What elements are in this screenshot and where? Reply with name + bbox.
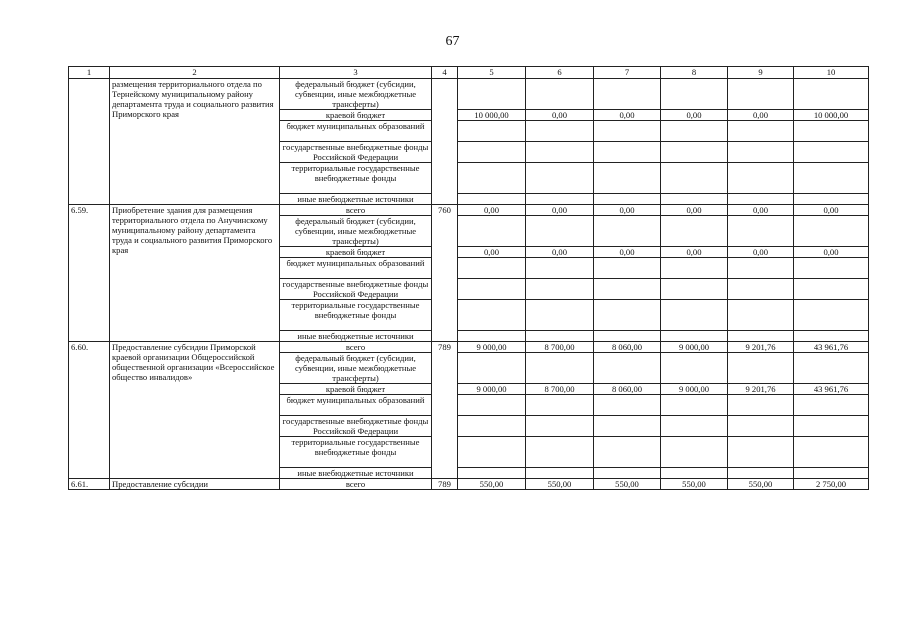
amount-cell	[661, 395, 728, 416]
header-cell: 7	[594, 67, 661, 79]
amount-cell	[526, 395, 594, 416]
header-cell: 3	[280, 67, 432, 79]
item-index: 6.60.	[69, 342, 110, 479]
amount-cell: 0,00	[728, 205, 794, 216]
amount-cell	[728, 258, 794, 279]
amount-cell	[728, 468, 794, 479]
item-index: 6.59.	[69, 205, 110, 342]
amount-cell: 0,00	[594, 110, 661, 121]
amount-cell	[728, 416, 794, 437]
amount-cell	[458, 437, 526, 468]
funding-source: федеральный бюджет (субсидии, субвенции, иные межбюджетные трансферты)	[280, 79, 432, 110]
amount-cell	[728, 163, 794, 194]
amount-cell	[728, 279, 794, 300]
amount-cell	[661, 279, 728, 300]
amount-cell: 0,00	[794, 205, 869, 216]
header-cell: 8	[661, 67, 728, 79]
amount-cell	[794, 331, 869, 342]
table-header-row	[69, 67, 869, 79]
amount-cell	[594, 79, 661, 110]
amount-cell	[458, 142, 526, 163]
amount-cell	[728, 300, 794, 331]
amount-cell	[661, 258, 728, 279]
amount-cell	[728, 121, 794, 142]
amount-cell	[526, 331, 594, 342]
funding-source: краевой бюджет	[280, 247, 432, 258]
amount-cell	[594, 353, 661, 384]
amount-cell: 550,00	[661, 479, 728, 490]
amount-cell	[728, 395, 794, 416]
amount-cell	[794, 279, 869, 300]
funding-source: федеральный бюджет (субсидии, субвенции, иные межбюджетные трансферты)	[280, 216, 432, 247]
funding-source: территориальные государственные внебюджетные фонды	[280, 437, 432, 468]
amount-cell	[794, 163, 869, 194]
amount-cell: 9 201,76	[728, 384, 794, 395]
item-index	[69, 79, 110, 205]
header-cell: 1	[69, 67, 110, 79]
amount-cell	[661, 121, 728, 142]
table-row	[69, 205, 869, 216]
amount-cell	[458, 468, 526, 479]
amount-cell: 0,00	[458, 205, 526, 216]
amount-cell	[594, 121, 661, 142]
amount-cell	[794, 194, 869, 205]
funding-source: иные внебюджетные источники	[280, 468, 432, 479]
amount-cell: 0,00	[728, 247, 794, 258]
amount-cell	[458, 258, 526, 279]
amount-cell: 43 961,76	[794, 384, 869, 395]
header-cell: 5	[458, 67, 526, 79]
amount-cell: 0,00	[794, 247, 869, 258]
funding-source: федеральный бюджет (субсидии, субвенции, иные межбюджетные трансферты)	[280, 353, 432, 384]
amount-cell	[661, 353, 728, 384]
amount-cell	[594, 331, 661, 342]
amount-cell	[794, 121, 869, 142]
funding-source: государственные внебюджетные фонды Российской Федерации	[280, 142, 432, 163]
table-row	[69, 79, 869, 110]
funding-source: иные внебюджетные источники	[280, 194, 432, 205]
amount-cell	[728, 353, 794, 384]
amount-cell: 8 060,00	[594, 384, 661, 395]
amount-cell	[794, 142, 869, 163]
amount-cell	[458, 279, 526, 300]
amount-cell	[794, 216, 869, 247]
amount-cell: 2 750,00	[794, 479, 869, 490]
amount-cell: 550,00	[728, 479, 794, 490]
amount-cell: 9 000,00	[661, 384, 728, 395]
funding-source: территориальные государственные внебюджетные фонды	[280, 163, 432, 194]
item-name: Приобретение здания для размещения территориального отдела по Анучинскому муниципальному району департамента труда и социального развития Приморского края	[110, 205, 280, 342]
amount-cell	[594, 468, 661, 479]
budget-table	[68, 66, 869, 490]
item-code: 789	[432, 342, 458, 479]
amount-cell	[794, 353, 869, 384]
header-cell: 2	[110, 67, 280, 79]
funding-source: бюджет муниципальных образований	[280, 121, 432, 142]
amount-cell	[661, 300, 728, 331]
amount-cell	[526, 121, 594, 142]
amount-cell: 0,00	[458, 247, 526, 258]
funding-source: государственные внебюджетные фонды Российской Федерации	[280, 416, 432, 437]
amount-cell	[594, 216, 661, 247]
amount-cell	[458, 216, 526, 247]
amount-cell	[594, 279, 661, 300]
amount-cell	[794, 300, 869, 331]
amount-cell: 550,00	[526, 479, 594, 490]
amount-cell	[594, 258, 661, 279]
amount-cell	[526, 194, 594, 205]
amount-cell	[661, 142, 728, 163]
amount-cell: 9 000,00	[458, 384, 526, 395]
amount-cell	[458, 331, 526, 342]
amount-cell	[526, 300, 594, 331]
header-cell: 6	[526, 67, 594, 79]
amount-cell: 10 000,00	[458, 110, 526, 121]
amount-cell	[594, 437, 661, 468]
amount-cell	[526, 258, 594, 279]
amount-cell: 8 700,00	[526, 384, 594, 395]
funding-source: иные внебюджетные источники	[280, 331, 432, 342]
amount-cell	[794, 416, 869, 437]
amount-cell	[458, 163, 526, 194]
amount-cell	[458, 121, 526, 142]
amount-cell	[594, 300, 661, 331]
header-cell: 10	[794, 67, 869, 79]
amount-cell: 550,00	[458, 479, 526, 490]
item-name: размещения территориального отдела по Тернейскому муниципальному району департамента труда и социального развития Приморского края	[110, 79, 280, 205]
amount-cell	[728, 437, 794, 468]
amount-cell: 10 000,00	[794, 110, 869, 121]
table-row	[69, 342, 869, 353]
amount-cell	[661, 163, 728, 194]
page-number: 67	[445, 34, 460, 49]
amount-cell	[594, 142, 661, 163]
funding-source: государственные внебюджетные фонды Российской Федерации	[280, 279, 432, 300]
amount-cell	[661, 468, 728, 479]
amount-cell: 0,00	[594, 247, 661, 258]
amount-cell	[794, 79, 869, 110]
funding-source: бюджет муниципальных образований	[280, 395, 432, 416]
amount-cell	[661, 331, 728, 342]
amount-cell	[526, 353, 594, 384]
amount-cell	[594, 395, 661, 416]
amount-cell	[661, 437, 728, 468]
amount-cell	[526, 468, 594, 479]
amount-cell	[526, 163, 594, 194]
amount-cell: 0,00	[728, 110, 794, 121]
amount-cell	[526, 416, 594, 437]
funding-source: краевой бюджет	[280, 110, 432, 121]
amount-cell: 550,00	[594, 479, 661, 490]
amount-cell	[794, 258, 869, 279]
amount-cell: 9 000,00	[661, 342, 728, 353]
amount-cell	[526, 142, 594, 163]
amount-cell	[728, 142, 794, 163]
funding-source: всего	[280, 342, 432, 353]
amount-cell	[458, 79, 526, 110]
amount-cell: 0,00	[661, 247, 728, 258]
amount-cell	[728, 194, 794, 205]
funding-source: всего	[280, 479, 432, 490]
amount-cell	[526, 79, 594, 110]
amount-cell: 9 201,76	[728, 342, 794, 353]
amount-cell	[594, 416, 661, 437]
header-cell: 4	[432, 67, 458, 79]
amount-cell	[458, 416, 526, 437]
amount-cell: 8 700,00	[526, 342, 594, 353]
funding-source: бюджет муниципальных образований	[280, 258, 432, 279]
item-name: Предоставление субсидии	[110, 479, 280, 490]
funding-source: всего	[280, 205, 432, 216]
amount-cell	[594, 163, 661, 194]
amount-cell	[526, 279, 594, 300]
amount-cell: 0,00	[661, 205, 728, 216]
amount-cell: 0,00	[526, 110, 594, 121]
amount-cell	[794, 395, 869, 416]
amount-cell	[526, 437, 594, 468]
funding-source: краевой бюджет	[280, 384, 432, 395]
amount-cell	[661, 416, 728, 437]
amount-cell	[458, 353, 526, 384]
header-cell: 9	[728, 67, 794, 79]
table-row	[69, 479, 869, 490]
amount-cell	[794, 468, 869, 479]
amount-cell	[661, 79, 728, 110]
item-name: Предоставление субсидии Приморской краевой организации Общероссийской общественной организации «Всероссийское общество инвалидов»	[110, 342, 280, 479]
amount-cell	[728, 79, 794, 110]
item-code	[432, 79, 458, 205]
amount-cell	[458, 194, 526, 205]
funding-source: территориальные государственные внебюджетные фонды	[280, 300, 432, 331]
amount-cell	[458, 395, 526, 416]
amount-cell	[661, 194, 728, 205]
amount-cell: 0,00	[526, 205, 594, 216]
amount-cell	[594, 194, 661, 205]
item-code: 760	[432, 205, 458, 342]
amount-cell: 8 060,00	[594, 342, 661, 353]
amount-cell: 0,00	[526, 247, 594, 258]
amount-cell	[794, 437, 869, 468]
amount-cell: 0,00	[661, 110, 728, 121]
amount-cell: 9 000,00	[458, 342, 526, 353]
amount-cell	[728, 216, 794, 247]
amount-cell: 43 961,76	[794, 342, 869, 353]
item-code: 789	[432, 479, 458, 490]
amount-cell	[728, 331, 794, 342]
amount-cell	[458, 300, 526, 331]
item-index: 6.61.	[69, 479, 110, 490]
amount-cell	[661, 216, 728, 247]
amount-cell: 0,00	[594, 205, 661, 216]
amount-cell	[526, 216, 594, 247]
